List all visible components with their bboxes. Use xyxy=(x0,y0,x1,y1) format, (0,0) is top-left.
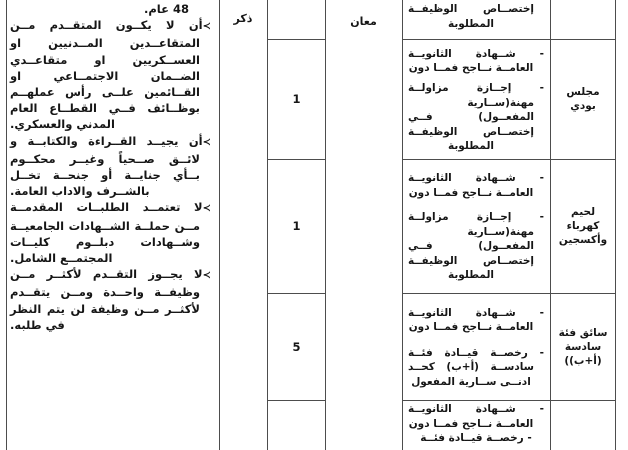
qualification-item: - شــهادة الثانويــة العامــة نــاجح فمــا دون xyxy=(408,47,544,74)
location-cell: معان xyxy=(350,15,377,28)
conditions-cell xyxy=(10,1,211,333)
job-title-cell: مجلس بودي xyxy=(566,86,600,112)
condition-continuation-line: 48 عام. xyxy=(144,2,189,16)
qualification-item: - شــهادة الثانويــة العامــة نــاجح فمــا دون xyxy=(408,403,544,430)
condition-item: ≻أن يجيــد القــراءة والكتابــة و لائــق صــحياً وغيــر محكــوم بــأي جنايــة أو جنحــة تخــل بالشــرف والاداب العامة. xyxy=(10,133,211,199)
qualifications-cell-partial-bottom xyxy=(405,400,547,450)
qualification-item: - شــهادة الثانويــة العامــة نــاجح فمــا دون xyxy=(408,306,544,334)
job-title-cell: لحيم كهرباء وأكسجين xyxy=(558,206,608,246)
qualification-item: - رخصــة قيــادة فئــة xyxy=(420,432,532,444)
qualifications-cell xyxy=(405,39,547,159)
vacancy-count-cell: 1 xyxy=(292,92,301,106)
qualification-item: - إجــازة مزاولــة مهنة(ســارية المفعــول) فــي إختصــاص الوظيفــة المطلوبة xyxy=(408,82,544,152)
table-border-vertical xyxy=(402,0,403,450)
vacancy-count-cell: 5 xyxy=(292,339,301,354)
qualification-item-continuation: إختصــاص الوظيفــة المطلوبة xyxy=(408,3,534,30)
table-border-vertical xyxy=(6,0,7,450)
arrow-bullet-icon: ≻ xyxy=(202,270,211,282)
condition-item: ≻لا يجــوز التقــدم لأكثــر مــن وظيفــة واحــدة ومــن يتقــدم لأكثــر مــن وظيفة لن يتم النظر في طلبه. xyxy=(10,267,211,332)
vacancy-count-cell: 1 xyxy=(292,219,301,233)
table-border-horizontal xyxy=(267,400,326,401)
conditions-list xyxy=(10,17,211,333)
condition-item: ≻أن لا يكــون المتقــدم مــن المتقاعــدين المــدنيين او العســكريين او متقاعــدي الضــمان الاجتمــاعي او القــائمين علــى رأس عملهــم بوظــائف فــي القطــاع العام المدني والعسكري. xyxy=(10,18,211,132)
table-border-vertical xyxy=(219,0,220,450)
table-border-vertical xyxy=(615,0,616,450)
qualifications-cell xyxy=(405,293,547,400)
gender-cell: ذكر xyxy=(233,12,253,25)
arrow-bullet-icon: ≻ xyxy=(202,136,211,148)
job-title-cell: سائق فئة سادسة (أ+ب)) xyxy=(558,326,608,367)
table-border-vertical xyxy=(325,0,326,450)
condition-item: ≻لا تعتمــد الطلبــات المقدمــة مــن حملــة الشــهادات الجامعيــة وشــهادات دبلــوم كليــات المجتمــع الشامل. xyxy=(10,200,211,266)
qualification-item: - شــهادة الثانويــة العامــة نــاجح فمــا دون xyxy=(408,172,544,199)
arrow-bullet-icon: ≻ xyxy=(202,21,211,33)
qualifications-cell-partial-top xyxy=(405,0,547,39)
qualifications-cell xyxy=(405,159,547,293)
qualification-item: - رخصــة قيــادة فئــة سادســة (أ+ب) كحــد ادنــى ســارية المفعول xyxy=(408,346,544,388)
arrow-bullet-icon: ≻ xyxy=(202,203,211,215)
qualification-item: - إجــازة مزاولــة مهنة(ســارية المفعــول) فــي إختصــاص الوظيفــة المطلوبة xyxy=(408,211,544,282)
